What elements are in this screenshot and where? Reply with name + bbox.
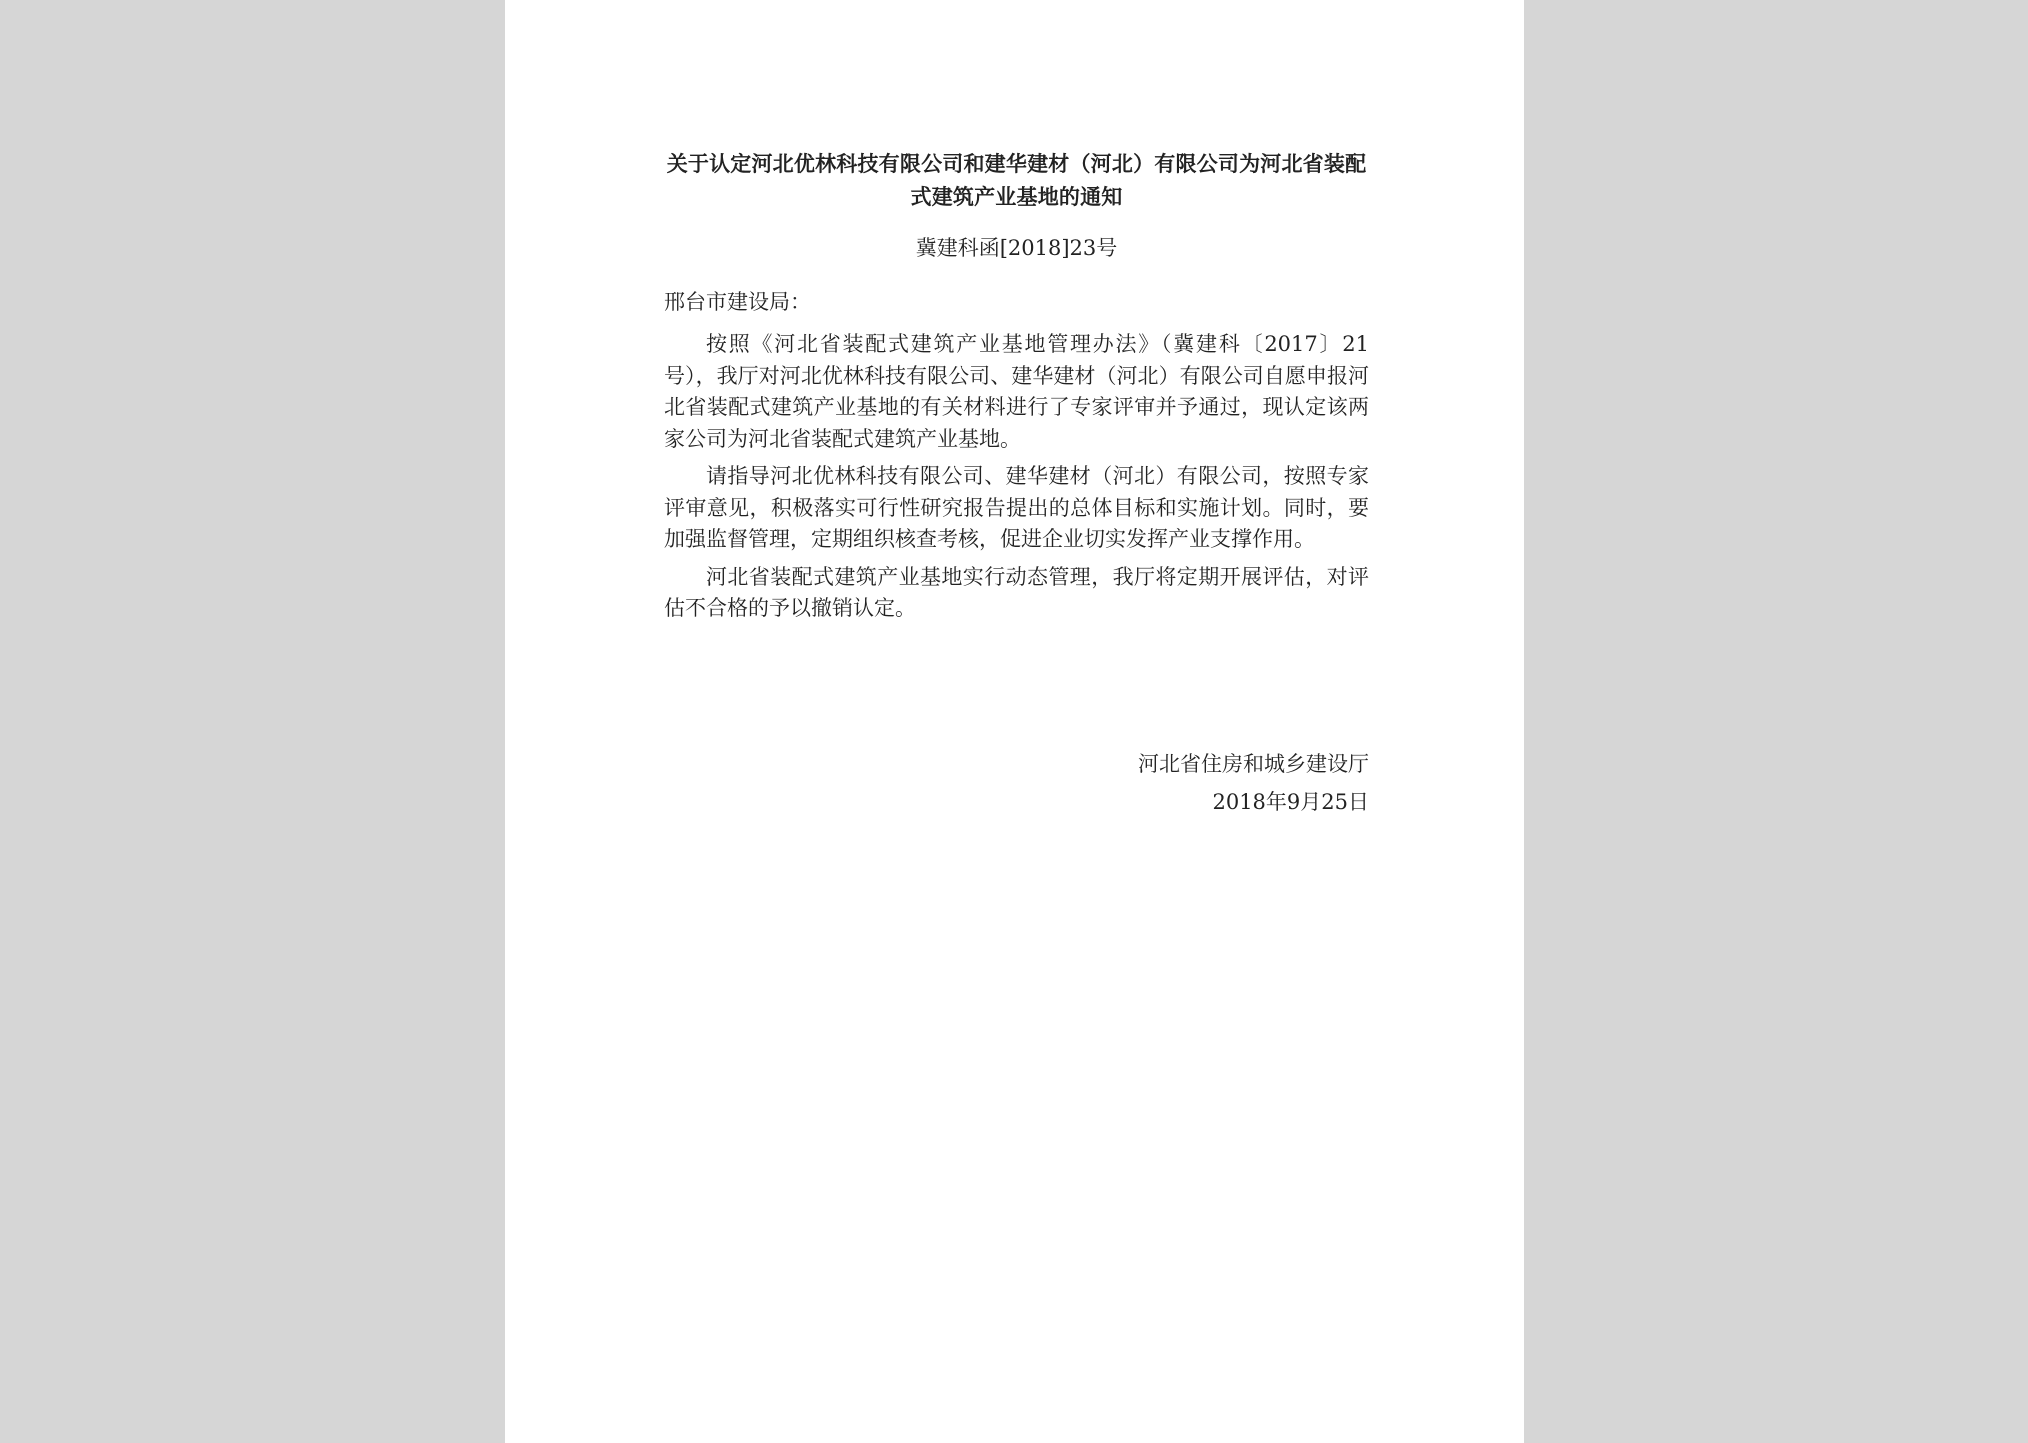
- document-title: 关于认定河北优林科技有限公司和建华建材（河北）有限公司为河北省装配式建筑产业基地的通知: [666, 151, 1367, 209]
- body-paragraph: 河北省装配式建筑产业基地实行动态管理，我厅将定期开展评估，对评估不合格的予以撤销认定。: [664, 564, 1369, 620]
- document-page: [505, 0, 1524, 1443]
- document-number: 冀建科函[2018]23号: [915, 236, 1118, 260]
- signature-block: [664, 745, 1369, 821]
- document-body: [664, 147, 1369, 625]
- issue-date: 2018年9月25日: [1212, 790, 1369, 814]
- body-paragraph: 请指导河北优林科技有限公司、建华建材（河北）有限公司，按照专家评审意见，积极落实可行性研究报告提出的总体目标和实施计划。同时，要加强监督管理，定期组织核查考核，促进企业切实发挥产业支撑作用。: [664, 464, 1369, 551]
- recipient: 邢台市建设局：: [664, 290, 811, 314]
- body-paragraph: 按照《河北省装配式建筑产业基地管理办法》（冀建科〔2017〕21号），我厅对河北优林科技有限公司、建华建材（河北）有限公司自愿申报河北省装配式建筑产业基地的有关材料进行了专家评审并予通过，现认定该两家公司为河北省装配式建筑产业基地。: [664, 332, 1369, 451]
- issuer-name: 河北省住房和城乡建设厅: [1138, 752, 1369, 776]
